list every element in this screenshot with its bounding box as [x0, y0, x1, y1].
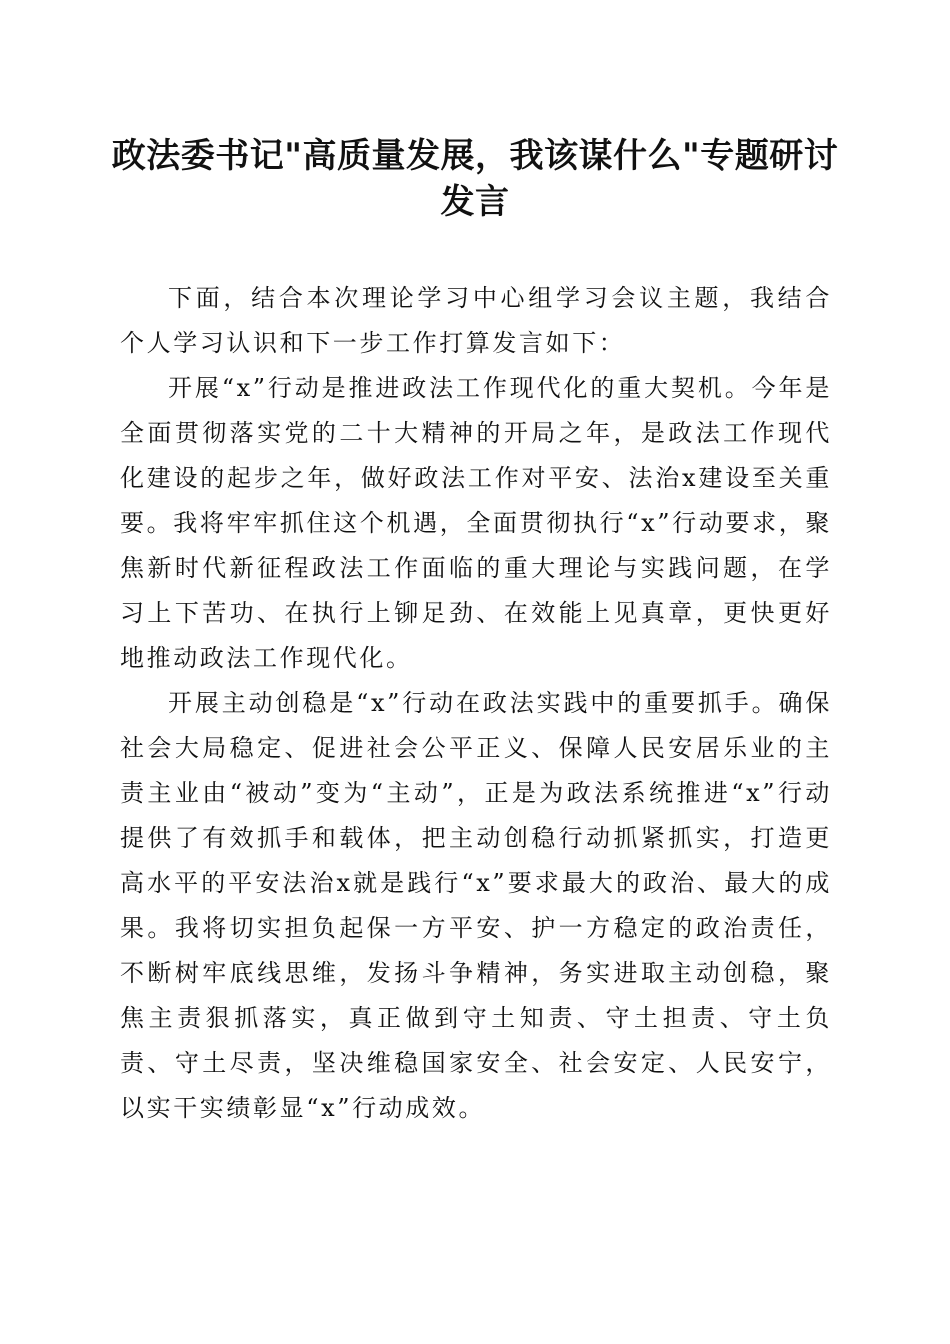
paragraph-opportunity: 开展“x”行动是推进政法工作现代化的重大契机。今年是全面贯彻落实党的二十大精神的开局之年，是政法工作现代化建设的起步之年，做好政法工作对平安、法治x建设至关重要。我将牢牢抓住这个机遇，全面贯彻执行“x”行动要求，聚焦新时代新征程政法工作面临的重大理论与实践问题，在学习上下苦功、在执行上铆足劲、在效能上见真章，更快更好地推动政法工作现代化。: [120, 374, 832, 672]
document-title: 政法委书记"高质量发展，我该谋什么"专题研讨发言: [111, 136, 839, 222]
paragraph-stability: 开展主动创稳是“x”行动在政法实践中的重要抓手。确保社会大局稳定、促进社会公平正义、保障人民安居乐业的主责主业由“被动”变为“主动”，正是为政法系统推进“x”行动提供了有效抓手和载体，把主动创稳行动抓紧抓实，打造更高水平的平安法治x就是践行“x”要求最大的政治、最大的成果。我将切实担负起保一方平安、护一方稳定的政治责任，不断树牢底线思维，发扬斗争精神，务实进取主动创稳，聚焦主责狠抓落实，真正做到守土知责、守土担责、守土负责、守土尽责，坚决维稳国家安全、社会安定、人民安宁，以实干实绩彰显“x”行动成效。: [120, 689, 832, 1122]
paragraph-intro: 下面，结合本次理论学习中心组学习会议主题，我结合个人学习认识和下一步工作打算发言如下：: [120, 284, 832, 357]
document-body: [120, 276, 832, 1131]
